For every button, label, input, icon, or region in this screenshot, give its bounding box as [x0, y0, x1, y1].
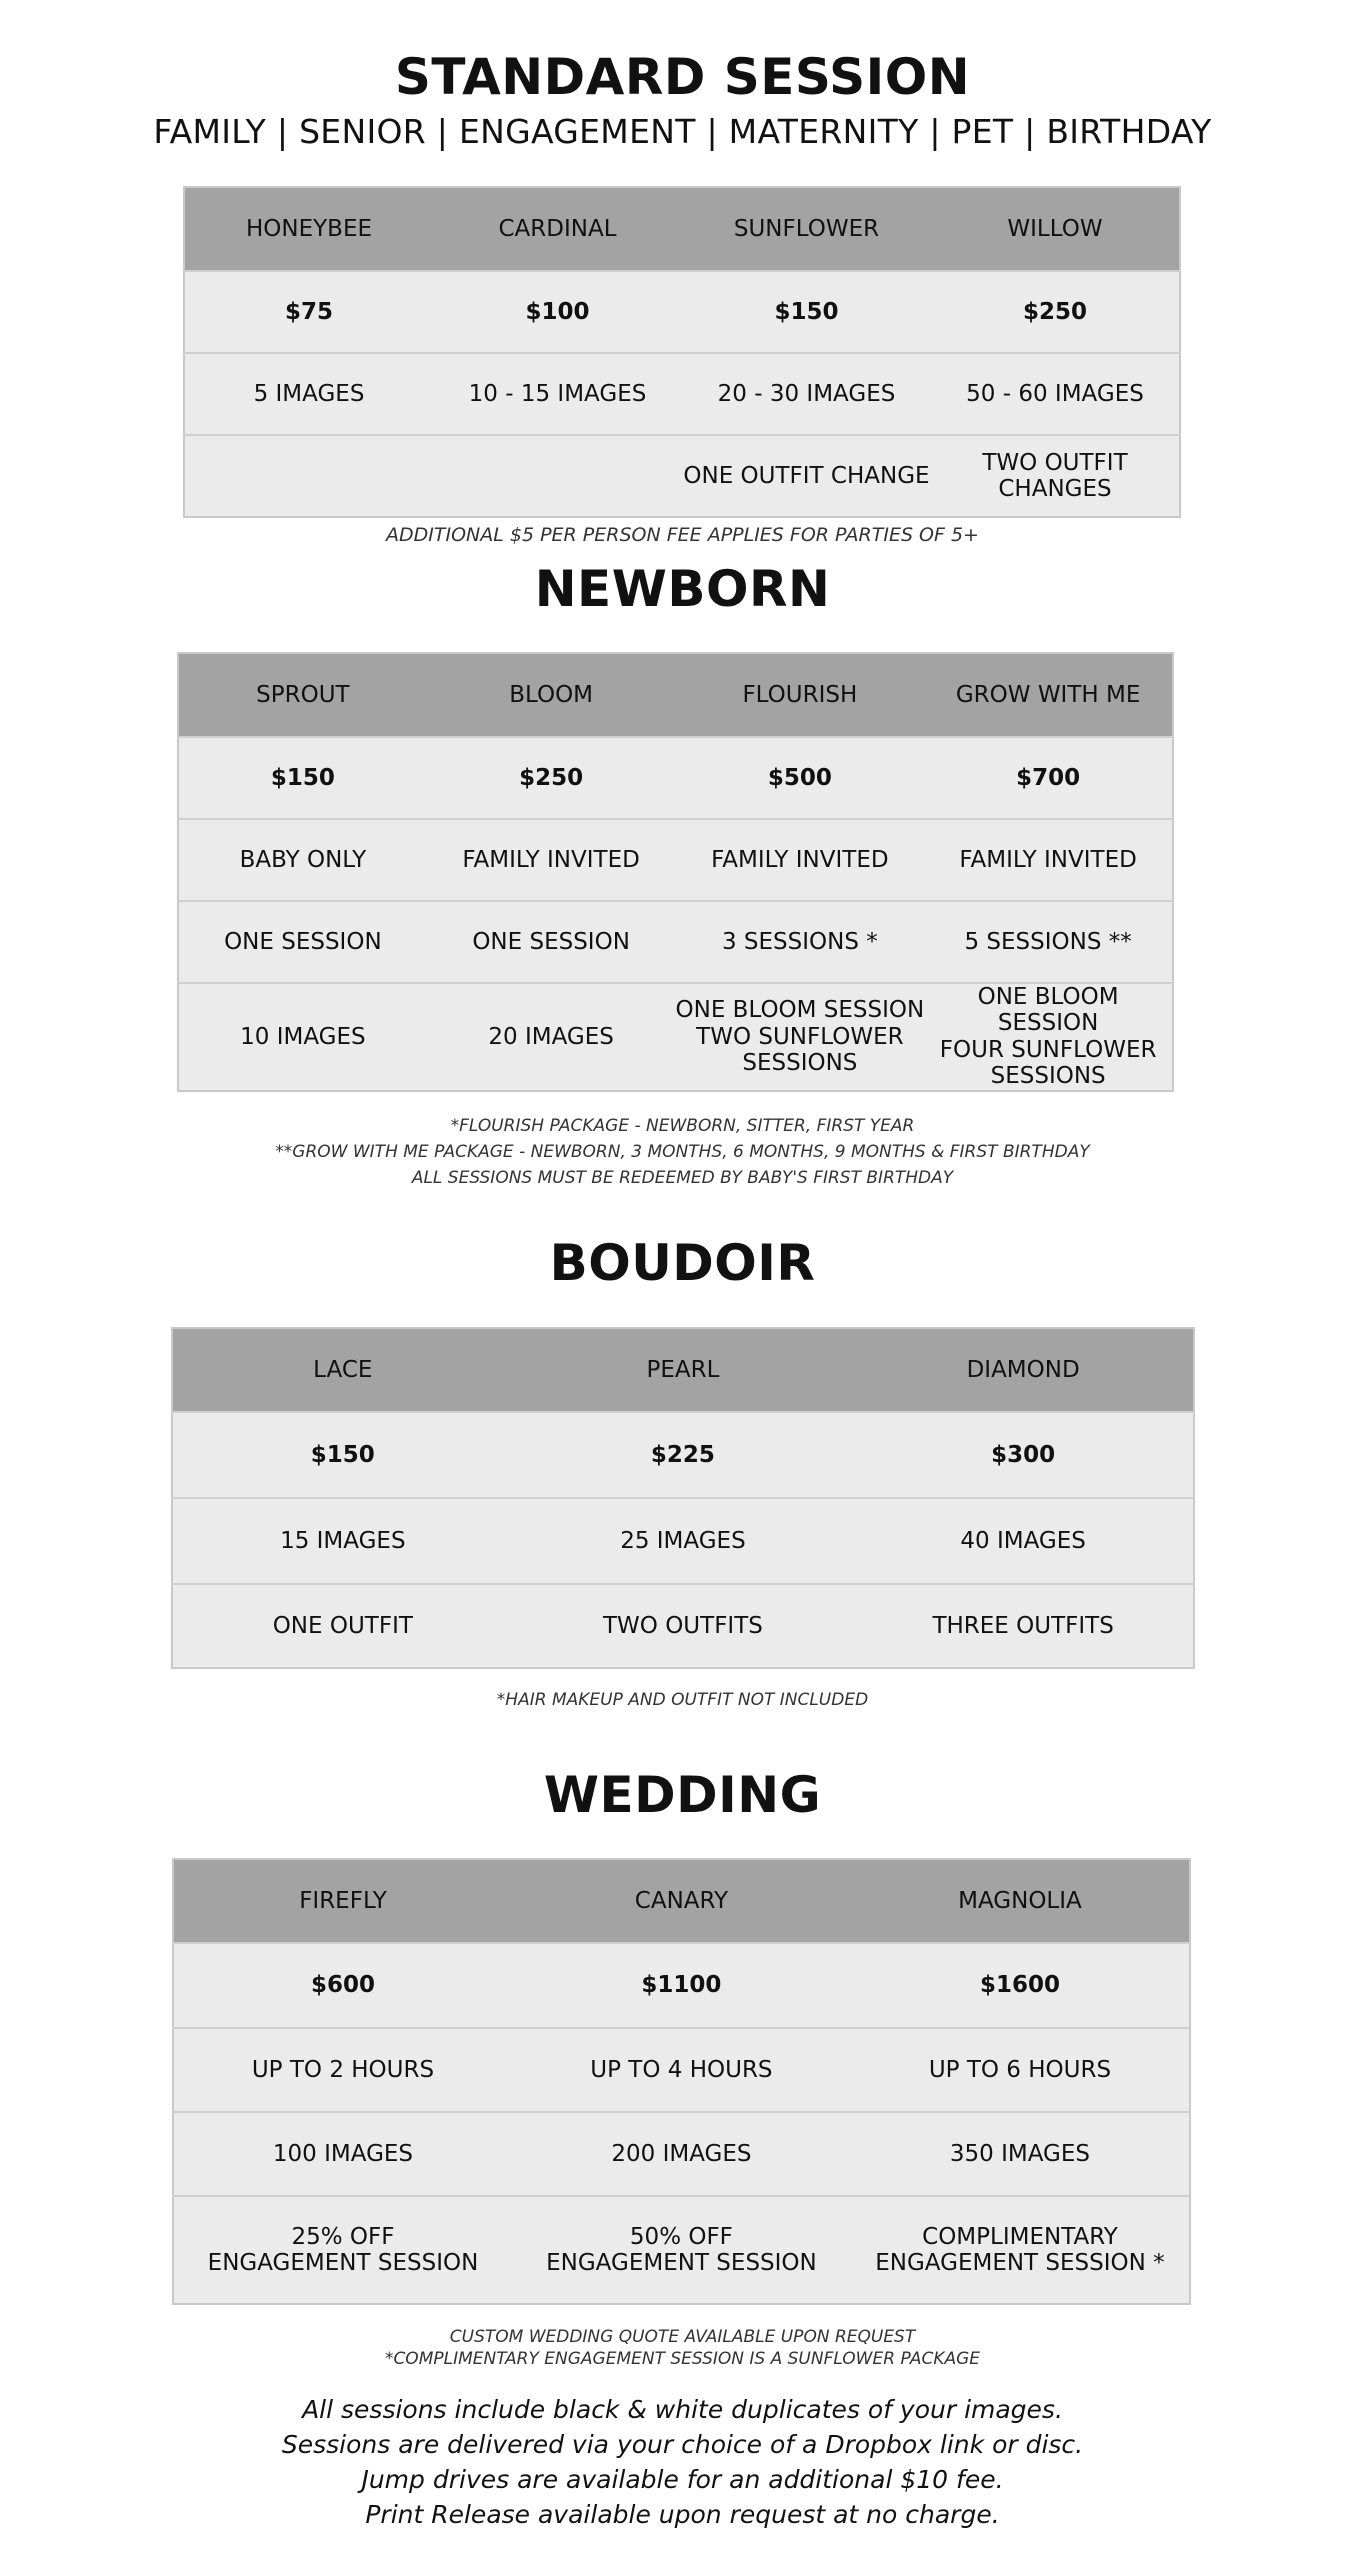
- package-sessions: 5 SESSIONS **: [924, 901, 1173, 983]
- table-row: [178, 819, 1173, 901]
- package-sessions: 3 SESSIONS *: [676, 901, 925, 983]
- package-name-honeybee: HONEYBEE: [184, 187, 433, 271]
- newborn-pricing-table: [177, 652, 1174, 1092]
- package-images: 15 IMAGES: [172, 1498, 513, 1584]
- table-header-row: [178, 653, 1173, 737]
- standard-title: STANDARD SESSION: [394, 48, 971, 106]
- package-images: [427, 983, 676, 1091]
- package-outfits: TWO OUTFITS: [513, 1584, 854, 1668]
- package-images: 10 - 15 IMAGES: [433, 353, 682, 435]
- package-images: [178, 983, 427, 1091]
- package-price: $500: [676, 737, 925, 819]
- newborn-note-flourish: *FLOURISH PACKAGE - NEWBORN, SITTER, FIRST YEAR: [450, 1116, 915, 1136]
- standard-subtitle: FAMILY | SENIOR | ENGAGEMENT | MATERNITY | PET | BIRTHDAY: [153, 112, 1212, 151]
- package-name-magnolia: MAGNOLIA: [851, 1859, 1190, 1943]
- package-name-grow-with-me: GROW WITH ME: [924, 653, 1173, 737]
- package-name-lace: LACE: [172, 1328, 513, 1412]
- newborn-note-grow: **GROW WITH ME PACKAGE - NEWBORN, 3 MONTHS, 6 MONTHS, 9 MONTHS & FIRST BIRTHDAY: [275, 1142, 1090, 1162]
- package-price: $250: [931, 271, 1180, 353]
- package-hours: UP TO 2 HOURS: [173, 2028, 512, 2112]
- wedding-note-complimentary: *COMPLIMENTARY ENGAGEMENT SESSION IS A SUNFLOWER PACKAGE: [384, 2349, 981, 2369]
- bonus-line: ENGAGEMENT SESSION: [546, 2250, 817, 2276]
- package-hours: UP TO 4 HOURS: [512, 2028, 851, 2112]
- package-outfits: THREE OUTFITS: [853, 1584, 1194, 1668]
- package-price: $150: [682, 271, 931, 353]
- package-images: [676, 983, 925, 1091]
- package-name-willow: WILLOW: [931, 187, 1180, 271]
- package-hours: UP TO 6 HOURS: [851, 2028, 1190, 2112]
- package-price: $600: [173, 1943, 512, 2028]
- closing-line-jump-drives: Jump drives are available for an additional $10 fee.: [361, 2465, 1004, 2494]
- package-sessions: ONE SESSION: [178, 901, 427, 983]
- package-images: 100 IMAGES: [173, 2112, 512, 2196]
- package-price: $150: [172, 1412, 513, 1498]
- table-row: [172, 1412, 1194, 1498]
- package-guests: FAMILY INVITED: [427, 819, 676, 901]
- package-price: $700: [924, 737, 1173, 819]
- table-row: [172, 1498, 1194, 1584]
- images-line: SESSIONS: [742, 1050, 858, 1077]
- boudoir-title: BOUDOIR: [549, 1234, 816, 1292]
- images-line: 20 IMAGES: [488, 1023, 614, 1050]
- package-name-pearl: PEARL: [513, 1328, 854, 1412]
- bonus-line: 25% OFF: [291, 2223, 395, 2250]
- package-images: 40 IMAGES: [853, 1498, 1194, 1584]
- package-images: 200 IMAGES: [512, 2112, 851, 2196]
- images-line: 10 IMAGES: [240, 1023, 366, 1050]
- package-price: $150: [178, 737, 427, 819]
- package-name-sunflower: SUNFLOWER: [682, 187, 931, 271]
- bonus-line: ENGAGEMENT SESSION *: [875, 2250, 1165, 2276]
- package-name-diamond: DIAMOND: [853, 1328, 1194, 1412]
- package-engagement-bonus: [173, 2196, 512, 2304]
- package-name-sprout: SPROUT: [178, 653, 427, 737]
- package-price: $225: [513, 1412, 854, 1498]
- package-guests: FAMILY INVITED: [924, 819, 1173, 901]
- package-price: $75: [184, 271, 433, 353]
- package-price: $100: [433, 271, 682, 353]
- package-price: $250: [427, 737, 676, 819]
- wedding-note-custom-quote: CUSTOM WEDDING QUOTE AVAILABLE UPON REQUEST: [449, 2327, 916, 2347]
- table-row: [173, 1943, 1190, 2028]
- closing-line-bw-duplicates: All sessions include black & white duplicates of your images.: [302, 2395, 1063, 2424]
- images-line: SESSIONS: [990, 1063, 1106, 1090]
- package-engagement-bonus: [851, 2196, 1190, 2304]
- wedding-pricing-table: [172, 1858, 1191, 2305]
- package-extra: TWO OUTFIT CHANGES: [931, 435, 1180, 517]
- package-images: 5 IMAGES: [184, 353, 433, 435]
- package-sessions: ONE SESSION: [427, 901, 676, 983]
- bonus-line: COMPLIMENTARY: [922, 2223, 1118, 2250]
- table-row: [173, 2112, 1190, 2196]
- package-images: [924, 983, 1173, 1091]
- table-row: [172, 1584, 1194, 1668]
- images-line: ONE BLOOM SESSION: [977, 984, 1119, 1037]
- bonus-line: ENGAGEMENT SESSION: [207, 2250, 479, 2276]
- table-row: [184, 271, 1180, 353]
- table-header-row: [184, 187, 1180, 271]
- package-price: $1100: [512, 1943, 851, 2028]
- package-outfits: ONE OUTFIT: [172, 1584, 513, 1668]
- package-engagement-bonus: [512, 2196, 851, 2304]
- standard-note: ADDITIONAL $5 PER PERSON FEE APPLIES FOR PARTIES OF 5+: [386, 524, 979, 546]
- package-price: $300: [853, 1412, 1194, 1498]
- standard-pricing-table: [183, 186, 1181, 518]
- package-name-firefly: FIREFLY: [173, 1859, 512, 1943]
- package-extra: [433, 435, 682, 517]
- table-row: [178, 901, 1173, 983]
- package-name-canary: CANARY: [512, 1859, 851, 1943]
- newborn-title: NEWBORN: [534, 560, 831, 618]
- closing-line-print-release: Print Release available upon request at no charge.: [365, 2500, 1000, 2529]
- table-row: [178, 983, 1173, 1091]
- package-images: 350 IMAGES: [851, 2112, 1190, 2196]
- images-line: ONE BLOOM SESSION: [675, 997, 925, 1024]
- package-price: $1600: [851, 1943, 1190, 2028]
- package-name-flourish: FLOURISH: [676, 653, 925, 737]
- bonus-line: 50% OFF: [629, 2223, 733, 2250]
- newborn-note-redeem: ALL SESSIONS MUST BE REDEEMED BY BABY'S FIRST BIRTHDAY: [411, 1168, 954, 1188]
- package-extra: [184, 435, 433, 517]
- table-row: [184, 353, 1180, 435]
- table-row: [173, 2196, 1190, 2304]
- package-name-bloom: BLOOM: [427, 653, 676, 737]
- wedding-title: WEDDING: [543, 1766, 822, 1824]
- table-row: [184, 435, 1180, 517]
- table-row: [173, 2028, 1190, 2112]
- package-extra: ONE OUTFIT CHANGE: [682, 435, 931, 517]
- package-guests: BABY ONLY: [178, 819, 427, 901]
- package-images: 25 IMAGES: [513, 1498, 854, 1584]
- package-images: 50 - 60 IMAGES: [931, 353, 1180, 435]
- package-name-cardinal: CARDINAL: [433, 187, 682, 271]
- table-header-row: [172, 1328, 1194, 1412]
- table-header-row: [173, 1859, 1190, 1943]
- boudoir-note: *HAIR MAKEUP AND OUTFIT NOT INCLUDED: [496, 1690, 869, 1710]
- table-row: [178, 737, 1173, 819]
- package-images: 20 - 30 IMAGES: [682, 353, 931, 435]
- boudoir-pricing-table: [171, 1327, 1195, 1669]
- images-line: TWO SUNFLOWER: [696, 1023, 904, 1050]
- package-guests: FAMILY INVITED: [676, 819, 925, 901]
- images-line: FOUR SUNFLOWER: [939, 1036, 1157, 1063]
- closing-line-delivery: Sessions are delivered via your choice of a Dropbox link or disc.: [281, 2430, 1084, 2459]
